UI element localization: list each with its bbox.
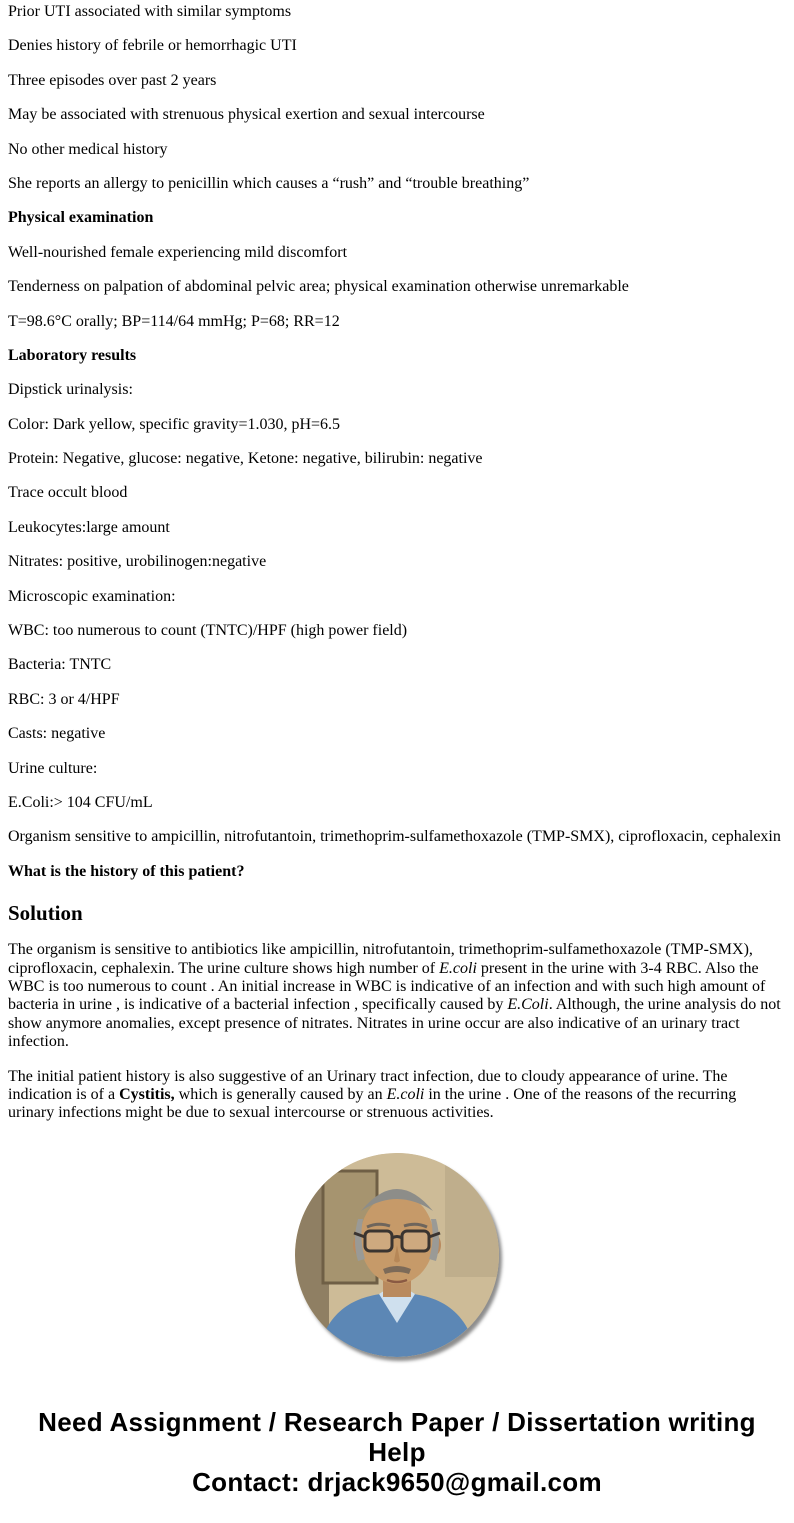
paragraph: May be associated with strenuous physical exertion and sexual intercourse (8, 106, 485, 124)
emphasized-text: E.Coli (507, 996, 549, 1014)
paragraph: No other medical history (8, 140, 168, 158)
paragraph: Microscopic examination: (8, 587, 176, 605)
paragraph: Trace occult blood (8, 484, 128, 502)
contact-label: Contact: (192, 1466, 300, 1497)
solution-paragraph (8, 1068, 786, 1123)
paragraph: T=98.6°C orally; BP=114/64 mmHg; P=68; RR=12 (8, 312, 340, 330)
avatar (295, 1153, 499, 1357)
paragraph: Denies history of febrile or hemorrhagic UTI (8, 37, 297, 55)
text-run: The initial patient history is also suggestive of an Urinary tract infection, due to cloudy appearance of urine. The indication is of a (8, 1067, 728, 1104)
paragraph: Well-nourished female experiencing mild discomfort (8, 243, 348, 261)
solution-paragraph (8, 941, 786, 1051)
paragraph: RBC: 3 or 4/HPF (8, 690, 120, 708)
paragraph: Casts: negative (8, 725, 106, 743)
paragraph: Prior UTI associated with similar symptoms (8, 3, 292, 20)
paragraph: Leukocytes:large amount (8, 518, 170, 536)
paragraph: Urine culture: (8, 759, 98, 777)
contact-email: drjack9650@gmail.com (307, 1466, 602, 1497)
text-run: in the urine . One of the reasons of the recurring urinary infections might be due to sexual intercourse or strenuous activities. (8, 1086, 737, 1122)
emphasized-text: Cystitis, (119, 1086, 175, 1104)
footer-ad (8, 1407, 786, 1497)
paragraph: She reports an allergy to penicillin which causes a “rush” and “trouble breathing” (8, 174, 530, 192)
footer-help-text: Need Assignment / Research Paper / Dissertation writing Help (38, 1406, 756, 1467)
text-run: present in the urine with 3-4 RBC. Also the WBC is too numerous to count . An initial increase in WBC is indicative of an infection and with such high amount of bacteria in urine , is indicative of a bacterial infection , specifically caused by (8, 959, 766, 1014)
paragraph: E.Coli:> 104 CFU/mL (8, 793, 153, 811)
footer-contact (8, 1467, 786, 1497)
emphasized-text: E.coli (439, 959, 477, 977)
paragraph: Protein: Negative, glucose: negative, Ketone: negative, bilirubin: negative (8, 450, 483, 468)
solution-heading: Solution (8, 901, 83, 926)
paragraph: Dipstick urinalysis: (8, 381, 133, 399)
paragraph: Three episodes over past 2 years (8, 71, 217, 89)
person-photo-icon (295, 1153, 499, 1357)
paragraph: Tenderness on palpation of abdominal pelvic area; physical examination otherwise unremarkable (8, 278, 629, 296)
paragraph: WBC: too numerous to count (TNTC)/HPF (high power field) (8, 622, 408, 640)
paragraph: Bacteria: TNTC (8, 656, 112, 674)
paragraph: Nitrates: positive, urobilinogen:negative (8, 553, 267, 571)
paragraph: Color: Dark yellow, specific gravity=1.030, pH=6.5 (8, 415, 341, 433)
section-label: Physical examination (8, 209, 154, 227)
avatar-container (8, 1153, 786, 1357)
section-label: Laboratory results (8, 346, 137, 364)
text-run: The organism is sensitive to antibiotics like ampicillin, nitrofutantoin, trimethoprim-sulfamethoxazole (TMP-SMX), ciprofloxacin, cephalexin. The urine culture shows high number of (8, 941, 753, 977)
text-run: which is generally caused by an (174, 1086, 387, 1104)
paragraph: Organism sensitive to ampicillin, nitrofutantoin, trimethoprim-sulfamethoxazole (TMP-SMX), ciprofloxacin, cephalexin (8, 828, 781, 846)
case-study-content (8, 3, 786, 1123)
section-label: What is the history of this patient? (8, 862, 245, 880)
text-run: . Although, the urine analysis do not show anymore anomalies, except presence of nitrates. Nitrates in urine occur are also indicative of an urinary tract infection. (8, 996, 781, 1051)
emphasized-text: E.coli (386, 1086, 425, 1104)
